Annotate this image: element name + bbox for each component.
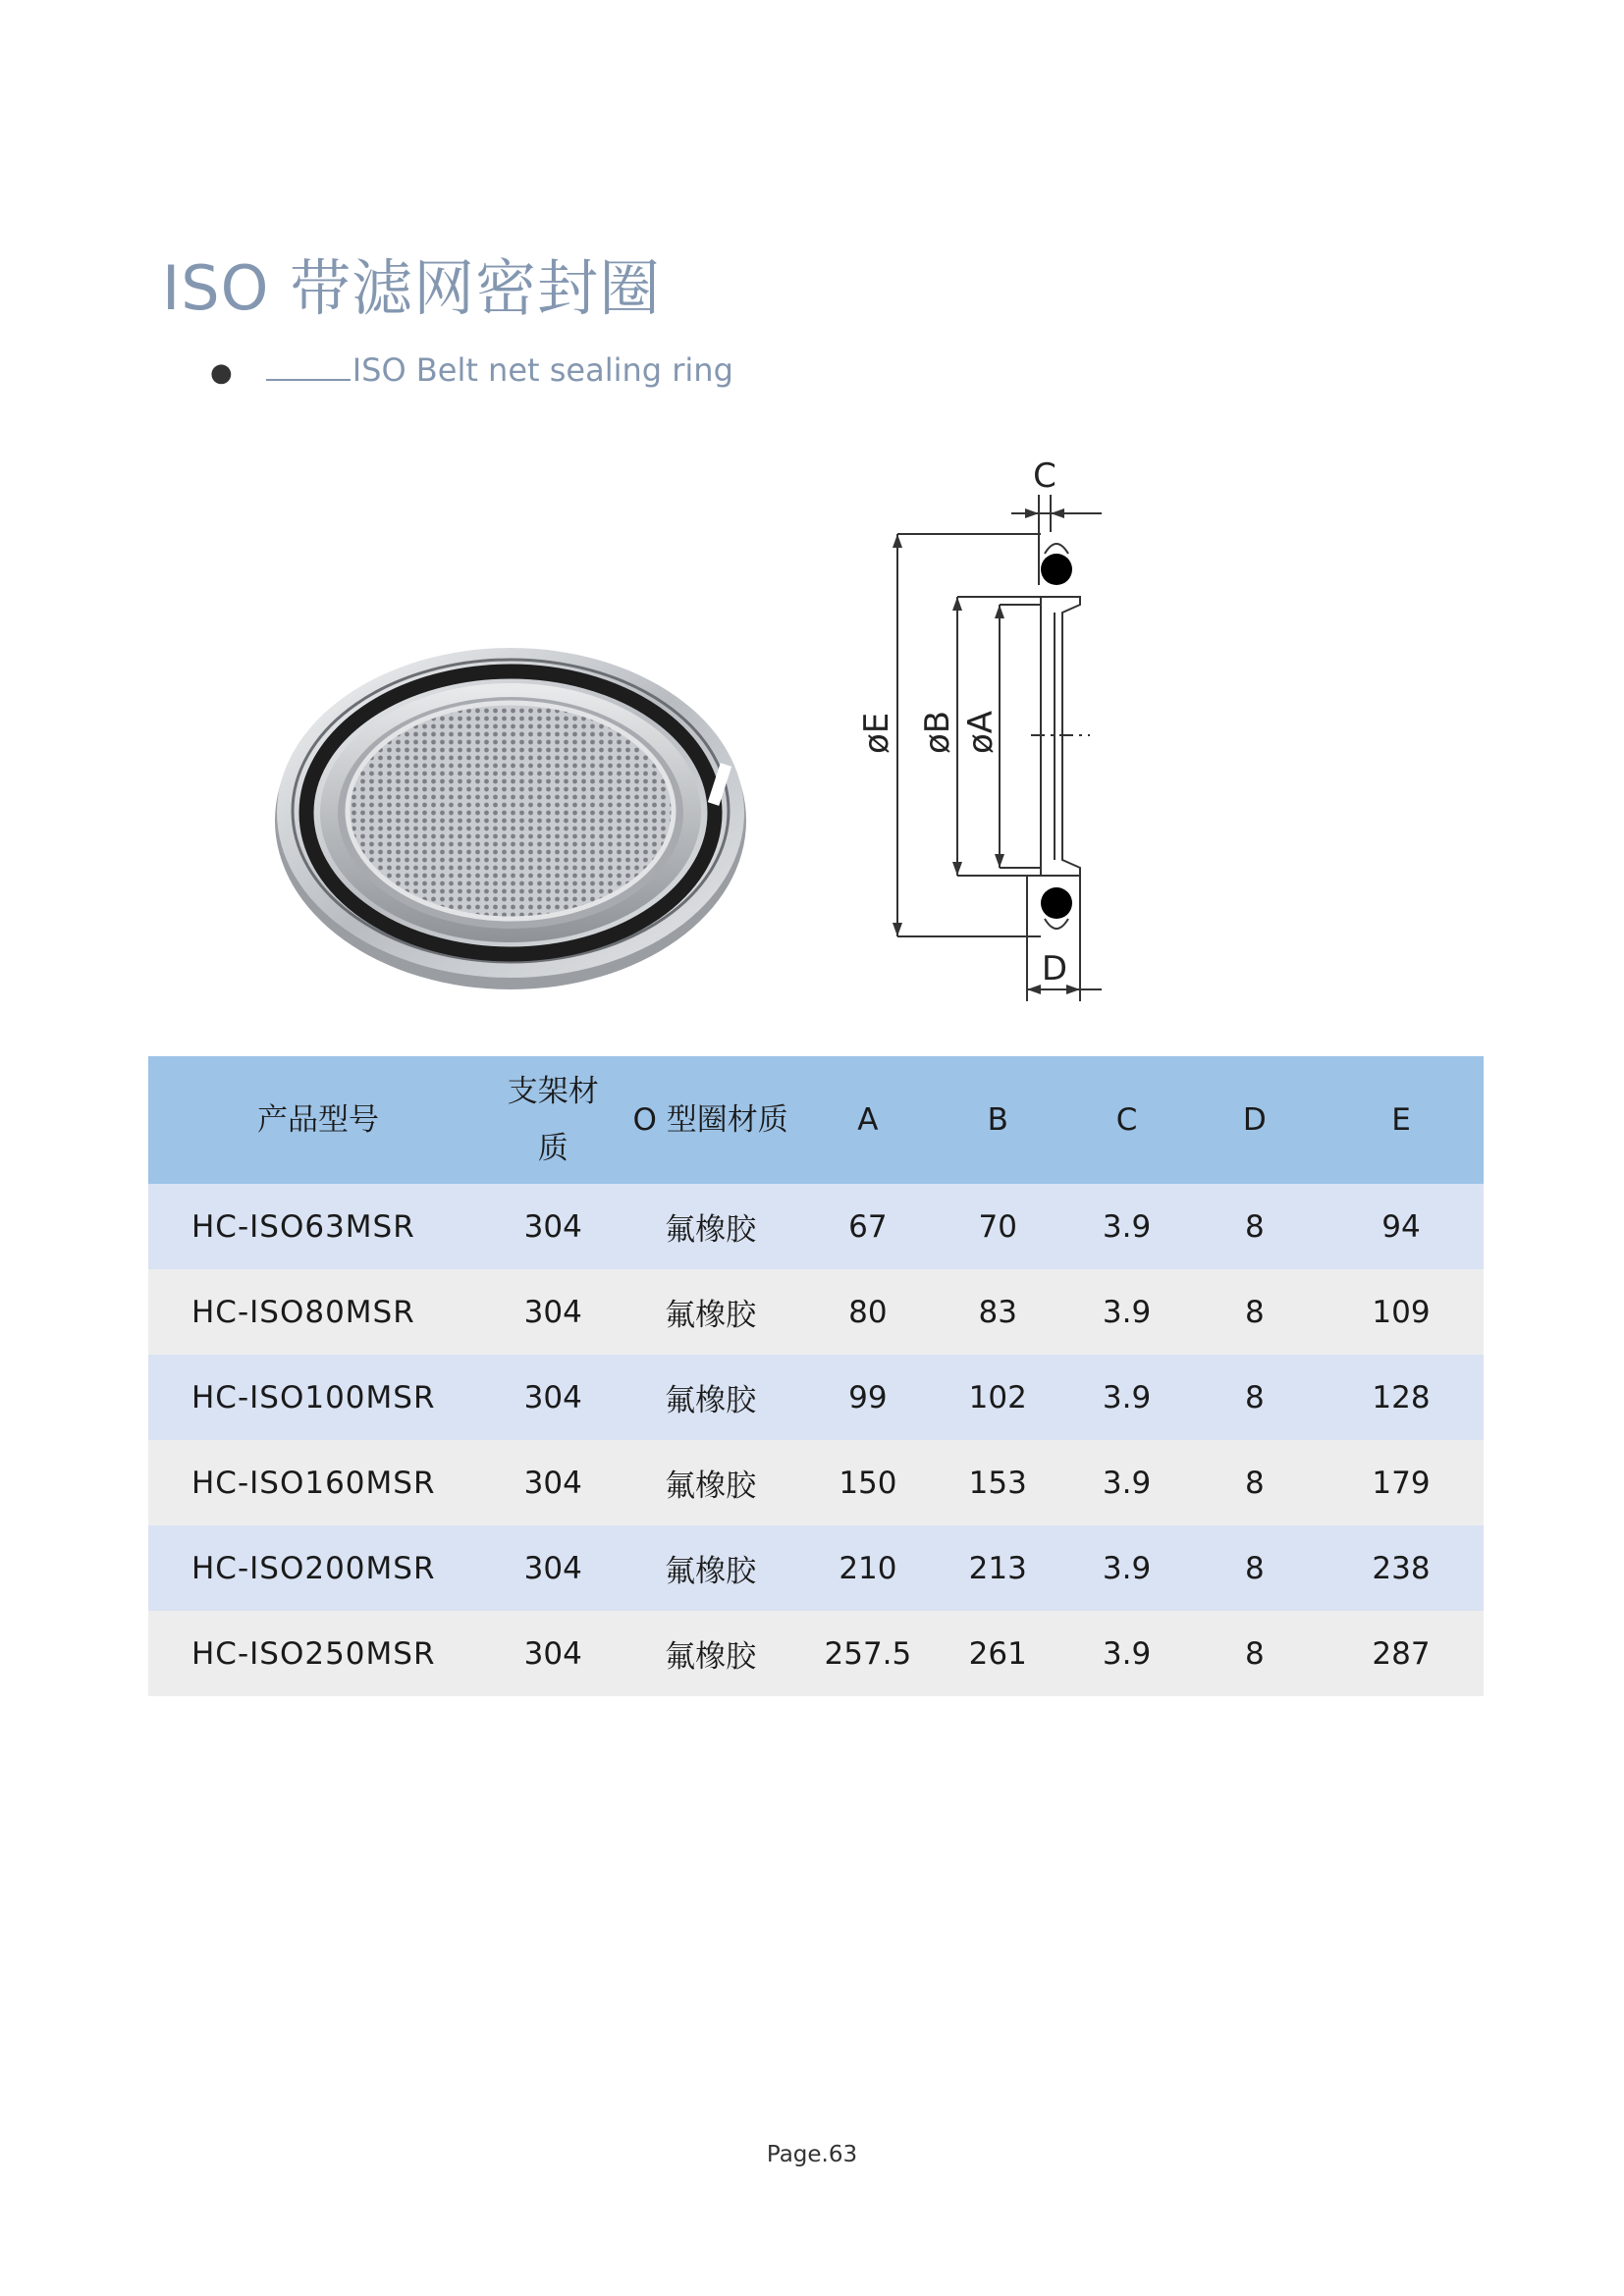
cell-b: 102 xyxy=(933,1355,1062,1440)
cell-model: HC-ISO100MSR xyxy=(148,1355,488,1440)
cell-frame-material: 304 xyxy=(488,1269,618,1355)
label-a: øA xyxy=(961,710,1001,754)
table-row xyxy=(148,1525,1484,1611)
header-b: B xyxy=(933,1056,1062,1184)
cell-b: 153 xyxy=(933,1440,1062,1525)
cell-e: 109 xyxy=(1319,1269,1484,1355)
cell-model: HC-ISO80MSR xyxy=(148,1269,488,1355)
table-row xyxy=(148,1269,1484,1355)
cell-oring-material: 氟橡胶 xyxy=(618,1184,802,1269)
cell-c: 3.9 xyxy=(1062,1525,1190,1611)
cell-c: 3.9 xyxy=(1062,1440,1190,1525)
cell-c: 3.9 xyxy=(1062,1184,1190,1269)
cell-frame-material: 304 xyxy=(488,1184,618,1269)
cell-e: 287 xyxy=(1319,1611,1484,1696)
cell-oring-material: 氟橡胶 xyxy=(618,1611,802,1696)
cell-a: 150 xyxy=(803,1440,933,1525)
cell-frame-material: 304 xyxy=(488,1525,618,1611)
subtitle xyxy=(210,349,733,389)
cell-d: 8 xyxy=(1191,1611,1319,1696)
table-row xyxy=(148,1611,1484,1696)
header-c: C xyxy=(1062,1056,1190,1184)
label-c: C xyxy=(1033,459,1056,496)
cell-model: HC-ISO160MSR xyxy=(148,1440,488,1525)
cell-c: 3.9 xyxy=(1062,1269,1190,1355)
dimension-drawing xyxy=(844,459,1139,1009)
cell-frame-material: 304 xyxy=(488,1611,618,1696)
cell-a: 99 xyxy=(803,1355,933,1440)
cell-b: 213 xyxy=(933,1525,1062,1611)
cell-b: 70 xyxy=(933,1184,1062,1269)
table-row xyxy=(148,1440,1484,1525)
page-number: Page.63 xyxy=(766,2142,858,2167)
cell-frame-material: 304 xyxy=(488,1440,618,1525)
product-photo xyxy=(270,636,751,999)
cell-a: 67 xyxy=(803,1184,933,1269)
header-model: 产品型号 xyxy=(148,1056,488,1184)
underline-blank xyxy=(266,349,351,381)
cell-e: 238 xyxy=(1319,1525,1484,1611)
header-a: A xyxy=(803,1056,933,1184)
cell-e: 128 xyxy=(1319,1355,1484,1440)
cell-a: 210 xyxy=(803,1525,933,1611)
cell-oring-material: 氟橡胶 xyxy=(618,1269,802,1355)
header-e: E xyxy=(1319,1056,1484,1184)
cell-model: HC-ISO200MSR xyxy=(148,1525,488,1611)
cell-e: 94 xyxy=(1319,1184,1484,1269)
label-b: øB xyxy=(918,710,957,754)
cell-b: 261 xyxy=(933,1611,1062,1696)
cell-frame-material: 304 xyxy=(488,1355,618,1440)
label-e: øE xyxy=(857,712,896,754)
cell-model: HC-ISO63MSR xyxy=(148,1184,488,1269)
cell-d: 8 xyxy=(1191,1440,1319,1525)
page-title: ISO 带滤网密封圈 xyxy=(162,252,662,324)
cell-d: 8 xyxy=(1191,1355,1319,1440)
label-d: D xyxy=(1041,949,1068,988)
table-row xyxy=(148,1355,1484,1440)
cell-c: 3.9 xyxy=(1062,1355,1190,1440)
cell-b: 83 xyxy=(933,1269,1062,1355)
cell-a: 257.5 xyxy=(803,1611,933,1696)
cell-oring-material: 氟橡胶 xyxy=(618,1440,802,1525)
cell-c: 3.9 xyxy=(1062,1611,1190,1696)
table-row xyxy=(148,1184,1484,1269)
cell-e: 179 xyxy=(1319,1440,1484,1525)
cell-oring-material: 氟橡胶 xyxy=(618,1525,802,1611)
cell-a: 80 xyxy=(803,1269,933,1355)
cell-oring-material: 氟橡胶 xyxy=(618,1355,802,1440)
bullet-icon: ● xyxy=(210,358,233,388)
subtitle-text: ISO Belt net sealing ring xyxy=(352,351,733,389)
header-d: D xyxy=(1191,1056,1319,1184)
cell-d: 8 xyxy=(1191,1269,1319,1355)
header-oring-material: O 型圈材质 xyxy=(618,1056,802,1184)
cell-d: 8 xyxy=(1191,1525,1319,1611)
spec-table xyxy=(148,1056,1484,1696)
header-frame-material: 支架材质 xyxy=(488,1056,618,1184)
cell-d: 8 xyxy=(1191,1184,1319,1269)
cell-model: HC-ISO250MSR xyxy=(148,1611,488,1696)
table-header-row xyxy=(148,1056,1484,1184)
